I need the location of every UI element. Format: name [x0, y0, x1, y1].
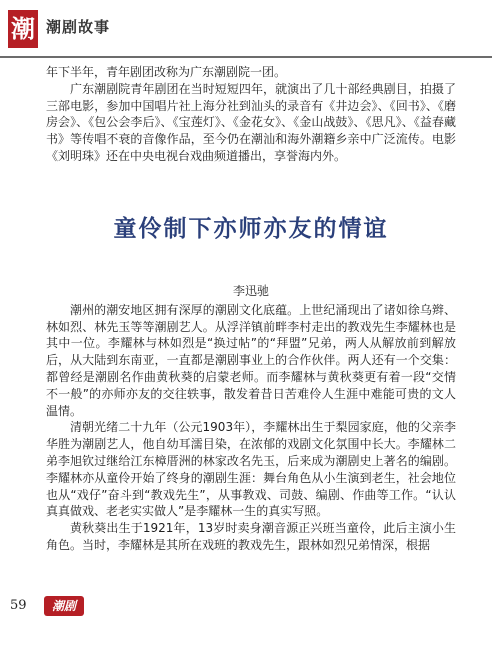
page-header	[0, 0, 492, 60]
section-title: 潮剧故事	[46, 18, 111, 36]
article-title: 童伶制下亦师亦友的情谊	[113, 214, 389, 242]
article-paragraph: 清朝光绪二十九年（公元1903年），李耀林出生于梨园家庭，他的父亲李华胜为潮剧艺人，他自幼耳濡目染，在浓郁的戏剧文化氛围中长大。李耀林二弟李旭钦过继给江东樟厝洲的林家改名先玉，后来成为潮剧史上著名的编剧。李耀林亦从童伶开始了终身的潮剧生涯：舞台角色从小生演到老生，社会地位也从“戏仔”奋斗到“教戏先生”，从事教戏、司鼓、编剧、作曲等工作。“认认真真做戏、老老实实做人”是李耀林一生的真实写照。	[46, 420, 456, 519]
page-number: 59	[10, 598, 27, 613]
column-logo: 潮	[8, 10, 38, 48]
page-footer	[0, 590, 492, 647]
header-divider	[0, 56, 492, 58]
article-author: 李迅驰	[232, 283, 269, 298]
article-paragraph: 黄秋葵出生于1921年，13岁时卖身潮音源正兴班当童伶，此后主演小生角色。当时，李耀林是其所在戏班的教戏先生，跟林如烈兄弟情深，根据	[46, 521, 456, 552]
body-paragraph: 年下半年，青年剧团改称为广东潮剧院一团。	[46, 65, 287, 79]
body-paragraph: 广东潮剧院青年剧团在当时短短四年，就演出了几十部经典剧目，拍摄了三部电影，参加中国唱片社上海分社到汕头的录音有《井边会》、《回书》、《磨房会》、《包公会李后》、《宝莲灯》、《金花女》、《金山战鼓》、《思凡》、《益春藏书》等传唱不衰的音像作品，至今仍在潮汕和海外潮籍乡亲中广泛流传。电影《刘明珠》还在中央电视台戏曲频道播出，享誉海内外。	[46, 81, 456, 163]
magazine-logo: 潮剧	[44, 596, 84, 616]
page-content	[46, 64, 456, 554]
article-paragraph: 潮州的潮安地区拥有深厚的潮剧文化底蕴。上世纪涌现出了诸如徐乌辫、林如烈、林先玉等等潮剧艺人。从浮洋镇前畔李村走出的教戏先生李耀林也是其中一位。李耀林与林如烈是“换过帖”的“拜盟”兄弟，两人从解放前到解放后，从大陆到东南亚，一直都是潮剧事业上的合作伙伴。两人还有一个交集：都曾经是潮剧名作曲黄秋葵的启蒙老师。而李耀林与黄秋葵更有着一段“交情不一般”的亦师亦友的交往轶事，散发着昔日苦难伶人生涯中难能可贵的文人温情。	[46, 302, 456, 418]
